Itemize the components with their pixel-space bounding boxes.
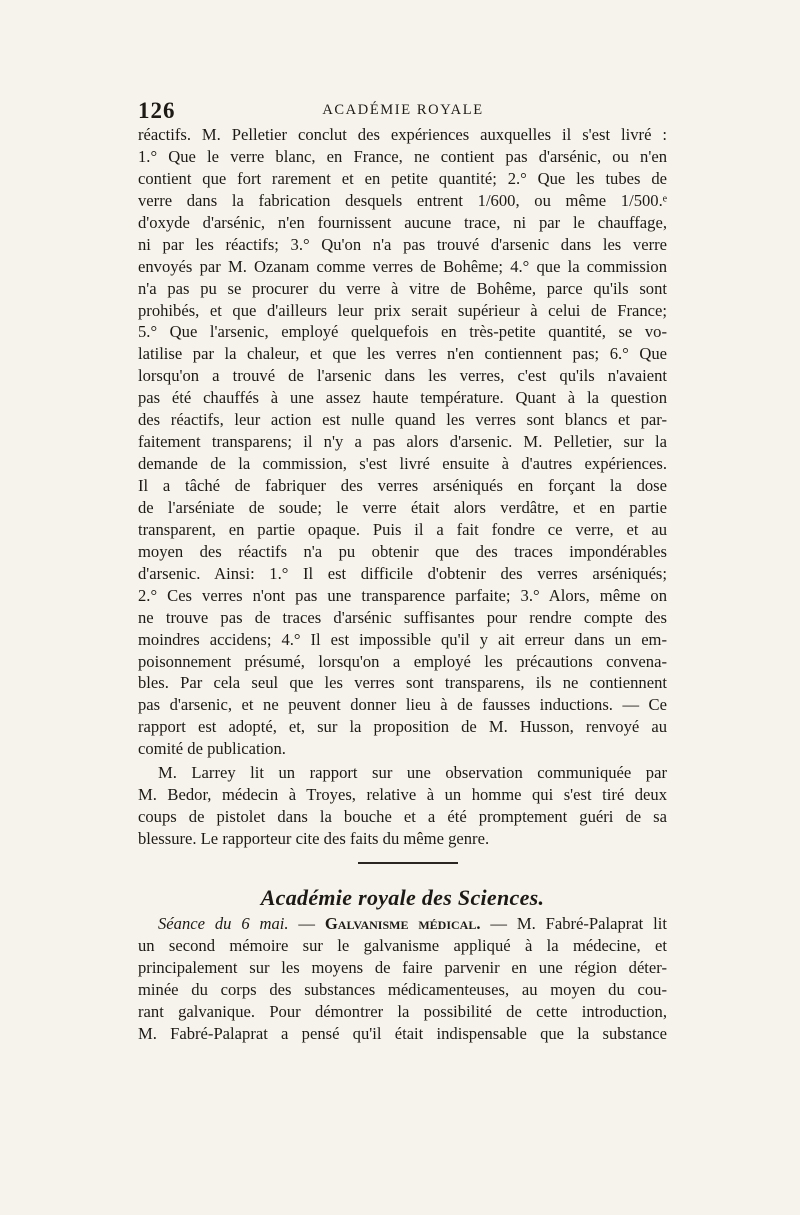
text-line: 1.° Que le verre blanc, en France, ne contient pas d'arsénic, ou n'en	[138, 146, 667, 166]
text-line: verre dans la fabrication desquels entrent 1/600, ou même 1/500.ᵉ	[138, 190, 667, 210]
text-line: de l'arséniate de soude; le verre était alors verdâtre, et en partie	[138, 497, 667, 517]
text-line: contient que fort rarement et en petite quantité; 2.° Que les tubes de	[138, 168, 667, 188]
text-line: moyen des réactifs n'a pu obtenir que des traces impondérables	[138, 541, 667, 561]
text-line: n'a pas pu se procurer du verre à vitre de Bohême, parce qu'ils sont	[138, 278, 667, 298]
text-line: prohibés, et que d'ailleurs leur prix serait supérieur à celui de France;	[138, 300, 667, 320]
text-line: d'arsenic. Ainsi: 1.° Il est difficile d'obtenir des verres arséniqués;	[138, 563, 667, 583]
text-fragment: M. Fabré-Palaprat lit	[516, 914, 667, 933]
text-line: 2.° Ces verres n'ont pas une transparence parfaite; 3.° Alors, même on	[138, 585, 667, 605]
dash: —	[298, 914, 315, 933]
text-line: latilise par la chaleur, et que les verres n'en contiennent pas; 6.° Que	[138, 344, 667, 364]
text-line: coups de pistolet dans la bouche et a été promptement guéri de sa	[138, 806, 667, 826]
text-line: principalement sur les moyens de faire parvenir en une région déter-	[138, 957, 667, 977]
text-line: réactifs. M. Pelletier conclut des expériences auxquelles il s'est livré :	[138, 125, 667, 144]
section-divider	[358, 862, 458, 864]
text-line-first	[138, 913, 667, 935]
paragraph-report-pelletier	[138, 124, 667, 760]
text-line: d'oxyde d'arsénic, n'en fournissent aucune trace, ni par le chauffage,	[138, 212, 667, 232]
running-head: ACADÉMIE ROYALE	[322, 102, 484, 118]
text-line: transparent, en partie opaque. Puis il a fait fondre ce verre, et au	[138, 519, 667, 539]
text-line: comité de publication.	[138, 739, 286, 759]
text-line: 5.° Que l'arsenic, employé quelquefois en très-petite quantité, se vo-	[138, 322, 667, 342]
text-line: demande de la commission, s'est livré ensuite à d'autres expériences.	[138, 454, 667, 474]
paragraph-report-larrey	[138, 762, 667, 850]
text-line: poisonnement présumé, lorsqu'on a employé les précautions convena-	[138, 651, 667, 671]
text-line: rapport est adopté, et, sur la proposition de M. Husson, renvoyé au	[138, 717, 667, 737]
text-line: M. Larrey lit un rapport sur une observation communiquée par	[158, 763, 667, 782]
text-line: lorsqu'on a trouvé de l'arsenic dans les verres, c'est qu'ils n'avaient	[138, 366, 667, 386]
seance-date: Séance du 6 mai.	[158, 914, 289, 933]
topic-heading: Galvanisme médical.	[324, 914, 481, 933]
text-line: minée du corps des substances médicamenteuses, au moyen du cou-	[138, 979, 667, 999]
text-line: faitement transparens; il n'y a pas alors d'arsenic. M. Pelletier, sur la	[138, 432, 667, 452]
text-line: pas d'arsenic, et ne peuvent donner lieu à de fausses inductions. — Ce	[138, 695, 667, 715]
page-header	[138, 98, 668, 122]
text-line: rant galvanique. Pour démontrer la possibilité de cette introduction,	[138, 1001, 667, 1021]
text-line: M. Bedor, médecin à Troyes, relative à un homme qui s'est tiré deux	[138, 784, 667, 804]
text-line: pas été chauffés à une assez haute température. Quant à la question	[138, 388, 667, 408]
text-line: bles. Par cela seul que les verres sont transparens, ils ne contiennent	[138, 673, 667, 693]
section-title: Académie royale des Sciences.	[260, 885, 545, 910]
text-line: envoyés par M. Ozanam comme verres de Bohême; 4.° que la commission	[138, 256, 667, 276]
text-line: moindres accidens; 4.° Il est impossible qu'il y ait erreur dans un em-	[138, 629, 667, 649]
text-line: Il a tâché de fabriquer des verres arséniqués en forçant la dose	[138, 476, 667, 495]
text-line: un second mémoire sur le galvanisme appliqué à la médecine, et	[138, 935, 667, 955]
text-line: M. Fabré-Palaprat a pensé qu'il était indispensable que la substance	[138, 1023, 667, 1043]
page-number: 126	[138, 98, 176, 123]
dash: —	[490, 914, 507, 933]
text-line: ne trouve pas de traces d'arsénic suffisantes pour rendre compte des	[138, 607, 667, 627]
text-line: des réactifs, leur action est nulle quand les verres sont blancs et par-	[138, 410, 667, 430]
text-line: ni par les réactifs; 3.° Qu'on n'a pas trouvé d'arsenic dans les verre	[138, 234, 667, 254]
paragraph-seance	[138, 913, 667, 1045]
text-line: blessure. Le rapporteur cite des faits du même genre.	[138, 828, 490, 848]
